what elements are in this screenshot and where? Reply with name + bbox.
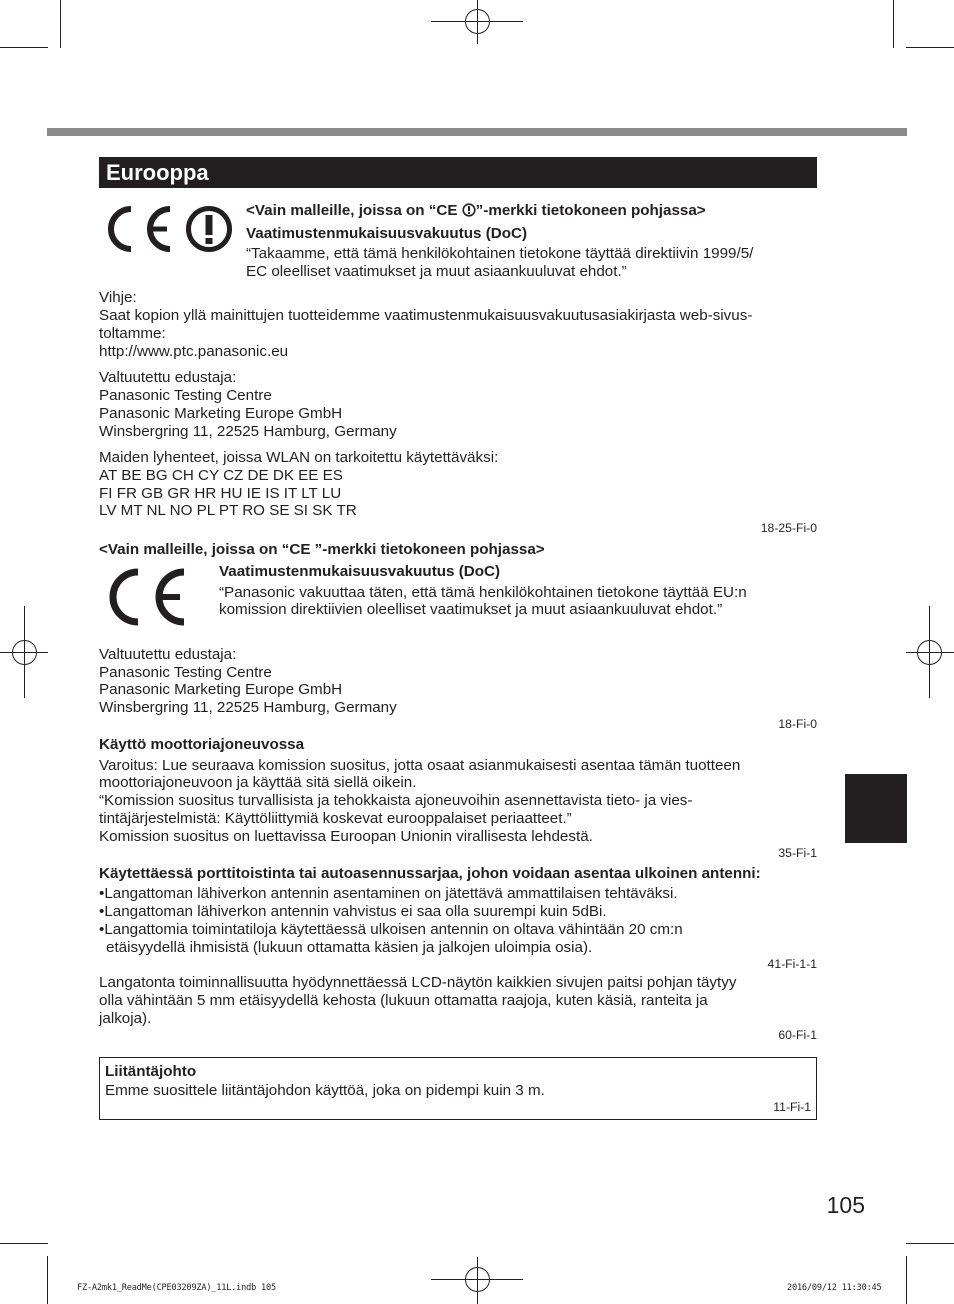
block1-rep-line2: Panasonic Marketing Europe GmbH (99, 405, 343, 422)
block4-bullet1: •Langattoman lähiverkon antennin asentaminen on jätettävä ammattilaisen tehtäväksi. (99, 885, 678, 902)
block3-line2: moottoriajoneuvoon ja käyttää sitä siellä oikein. (99, 774, 417, 791)
block2-rep-line2: Panasonic Marketing Europe GmbH (99, 681, 343, 698)
countries-line2: FI FR GB GR HR HU IE IS IT LT LU (99, 485, 342, 502)
note-box-code: 11-Fi-1 (773, 1100, 811, 1114)
hint-line2: toltamme: (99, 325, 166, 342)
countries-intro: Maiden lyhenteet, joissa WLAN on tarkoitettu käytettäväksi: (99, 449, 499, 466)
block3-code: 35-Fi-1 (778, 846, 817, 860)
top-rule (47, 128, 907, 136)
block5-line1: Langatonta toiminnallisuutta hyödynnettäessä LCD-näytön kaikkien sivujen paitsi pohjan täytyy (99, 974, 737, 991)
block3-line5: Komission suositus on luettavissa Euroopan Unionin virallisesta lehdestä. (99, 828, 593, 845)
footer-file-info: FZ-A2mk1_ReadMe(CPE03209ZA)_11L.indb 105 (77, 1283, 276, 1293)
hint-line1: Saat kopion yllä mainittujen tuotteidemme vaatimustenmukaisuusvakuutusasiakirjasta web-sivus- (99, 307, 753, 324)
block1-doc-line2: EC oleelliset vaatimukset ja muut asiaankuuluvat ehdot.” (246, 263, 627, 280)
block4-bullet2: •Langattoman lähiverkon antennin vahvistus ei saa olla suurempi kuin 5dBi. (99, 903, 607, 920)
hint-label: Vihje: (99, 289, 137, 306)
block1-heading-post: ”-merkki tietokoneen pohjassa> (475, 202, 706, 219)
block5-code: 60-Fi-1 (778, 1028, 817, 1042)
note-box (99, 1057, 817, 1120)
section-title: Eurooppa (106, 160, 209, 185)
countries-line3: LV MT NL NO PL PT RO SE SI SK TR (99, 502, 357, 519)
block1-rep-label: Valtuutettu edustaja: (99, 369, 237, 386)
block4-bullet3: •Langattomia toimintatiloja käytettäessä ulkoisen antennin on oltava vähintään 20 cm:n (99, 921, 683, 938)
alert-mark-inline-icon (462, 203, 476, 217)
block4-heading: Käytettäessä porttitoistinta tai autoasennussarjaa, johon voidaan asentaa ulkoinen antenni: (99, 865, 761, 882)
block2-doc-line2: komission direktiivien oleelliset vaatimukset ja muut asiaankuuluvat ehdot.” (219, 601, 723, 618)
block1-code: 18-25-Fi-0 (760, 521, 817, 535)
block1-heading (246, 202, 954, 220)
block4-bullet3-cont: etäisyydellä ihmisistä (lukuun ottamatta käsien ja jalkojen uloimpia osia). (106, 939, 593, 956)
block1-rep-line1: Panasonic Testing Centre (99, 387, 272, 404)
block3-line4: tintäjärjestelmistä: Käyttöliittymiä koskevat eurooppalaiset periaatteet.” (99, 810, 572, 827)
block1-rep-line3: Winsbergring 11, 22525 Hamburg, Germany (99, 423, 397, 440)
page-number: 105 (826, 1192, 865, 1218)
section-header-bar (99, 157, 817, 188)
ce-mark-icon (99, 204, 173, 254)
website-url[interactable]: http://www.ptc.panasonic.eu (99, 343, 289, 360)
block2-doc-title: Vaatimustenmukaisuusvakuutus (DoC) (219, 563, 501, 580)
block2-rep-line3: Winsbergring 11, 22525 Hamburg, Germany (99, 699, 397, 716)
block3-line3: “Komission suositus turvallisista ja tehokkaista ajoneuvoihin asennettavista tieto- ja vies- (99, 792, 693, 809)
block1-doc-title: Vaatimustenmukaisuusvakuutus (DoC) (246, 225, 528, 242)
note-box-text: Emme suosittele liitäntäjohdon käyttöä, joka on pidempi kuin 3 m. (105, 1082, 545, 1099)
countries-line1: AT BE BG CH CY CZ DE DK EE ES (99, 467, 343, 484)
block2-doc-line1: “Panasonic vakuuttaa täten, että tämä henkilökohtainen tietokone täyttää EU:n (219, 584, 747, 601)
ce-mark-icon-2 (99, 566, 187, 628)
side-tab (845, 774, 907, 843)
footer-timestamp: 2016/09/12 11:30:45 (787, 1283, 882, 1293)
block1-doc-line1: “Takaamme, että tämä henkilökohtainen tietokone täyttää direktiivin 1999/5/ (246, 245, 754, 262)
block1-heading-pre: <Vain malleille, joissa on “CE (246, 202, 462, 219)
block5-line2: olla vähintään 5 mm etäisyydellä kehosta (lukuun ottamatta raajoja, kuten käsiä, ranteita ja (99, 992, 708, 1009)
alert-mark-icon (185, 205, 233, 253)
block3-line1: Varoitus: Lue seuraava komission suositus, jotta osaat asianmukaisesti asentaa tämän tuotteen (99, 757, 741, 774)
block4-code: 41-Fi-1-1 (767, 957, 817, 971)
block2-code: 18-Fi-0 (778, 717, 817, 731)
note-box-title: Liitäntäjohto (105, 1063, 197, 1080)
block2-heading: <Vain malleille, joissa on “CE ”-merkki tietokoneen pohjassa> (99, 541, 545, 558)
block2-rep-label: Valtuutettu edustaja: (99, 646, 237, 663)
block3-heading: Käyttö moottoriajoneuvossa (99, 736, 305, 753)
block5-line3: jalkoja). (99, 1010, 152, 1027)
block2-rep-line1: Panasonic Testing Centre (99, 664, 272, 681)
